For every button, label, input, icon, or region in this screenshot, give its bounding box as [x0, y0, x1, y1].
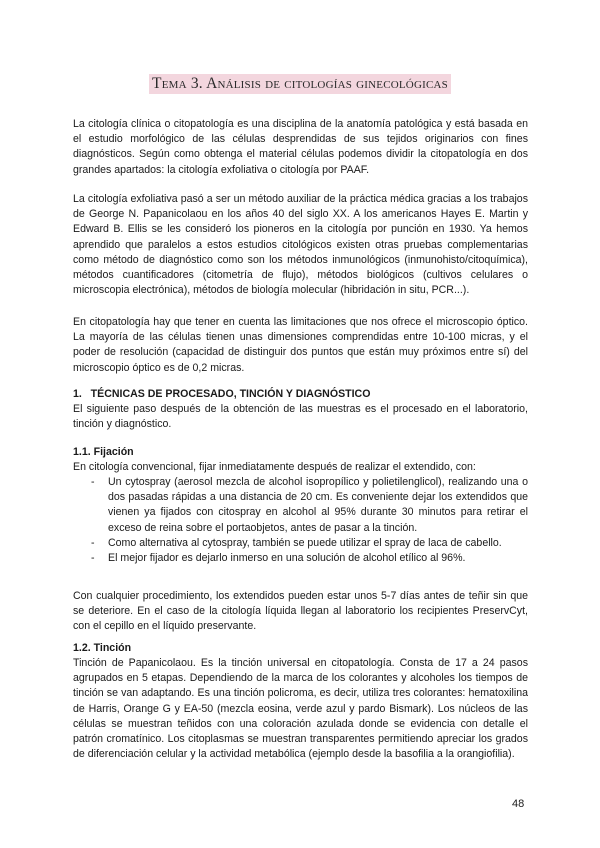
intro-paragraph-2: La citología exfoliativa pasó a ser un método auxiliar de la práctica médica gracias a los trabajos de George N. Papanicolaou en los años 40 del siglo XX. A los americanos Hayes E. Martin y Edward B. Ellis se les consideró los pioneros en la citología por punción en 1930. Ya hemos aprendido que paralelos a estos estudios citológicos existen otras pruebas complementarias como método de diagnóstico como son los métodos inmunológicos (inmunohisto/citoquímica), métodos cuantificadores (citometría de flujo), métodos biológicos (cultivos celulares o microscopia electrónica), métodos de biología molecular (hibridación in situ, PCR...).	[73, 193, 528, 297]
section-1-1-closing: Con cualquier procedimiento, los extendidos pueden estar unos 5-7 días antes de teñir sin que se deteriore. En el caso de la citología líquida llegan al laboratorio los recipientes PreservCyt, con el cepillo en el líquido preservante.	[73, 590, 528, 633]
section-1-heading: 1. TÉCNICAS DE PROCESADO, TINCIÓN Y DIAGNÓSTICO	[73, 388, 371, 400]
page-title: Tema 3. Análisis de citologías ginecológicas	[149, 74, 451, 94]
fixation-list	[73, 475, 528, 566]
section-1-1-heading: 1.1. Fijación	[73, 446, 134, 458]
list-item: - El mejor fijador es dejarlo inmerso en una solución de alcohol etílico al 96%.	[73, 551, 528, 566]
section-1-2-heading: 1.2. Tinción	[73, 642, 132, 654]
section-1-2-text: Tinción de Papanicolaou. Es la tinción universal en citopatología. Consta de 17 a 24 pasos agrupados en 5 etapas. Dependiendo de la marca de los colorantes y alcoholes los tiempos de tinción se van adaptando. Es una tinción policroma, es decir, utiliza tres colorantes: hematoxilina de Harris, Orange G y EA-50 (mezcla eosina, verde azul y pardo Bismark). Los núcleos de las células se muestran teñidos con una coloración azulada donde se evidencia con detalle el patrón cromatínico. Los citoplasmas se muestran transparentes permitiendo apreciar los grados de diferenciación celular y la actividad metabólica (ejemplo desde la basofilia a la orangiofilia).	[73, 657, 528, 761]
section-1-1-lead: En citología convencional, fijar inmediatamente después de realizar el extendido, con:	[73, 461, 476, 473]
section-1-text: El siguiente paso después de la obtención de las muestras es el procesado en el laboratorio, tinción y diagnóstico.	[73, 403, 528, 431]
page-number: 48	[512, 798, 525, 810]
intro-paragraph-3: En citopatología hay que tener en cuenta las limitaciones que nos ofrece el microscopio óptico. La mayoría de las células tienen unas dimensiones comprendidas entre 10-100 micras, y el poder de resolución (capacidad de distinguir dos puntos que están muy próximos entre sí) del microscopio óptico es de 0,2 micras.	[73, 316, 528, 374]
intro-paragraph-1: La citología clínica o citopatología es una disciplina de la anatomía patológica y está basada en el estudio morfológico de las células desprendidas de sus tejidos originarios con fines diagnósticos. Según como obtenga el material células podemos dividir la citopatología en dos grandes apartados: la citología exfoliativa o citología por PAAF.	[73, 118, 528, 176]
title-container	[0, 74, 600, 94]
list-item: - Un cytospray (aerosol mezcla de alcohol isopropílico y polietilenglicol), realizando una o dos pasadas rápidas a una distancia de 20 cm. Es conveniente dejar los extendidos que vienen ya fijados con citospray en alcohol al 95% durante 30 minutos para retirar el exceso de reina sobre el portaobjetos, antes de pasar a la tinción.	[73, 475, 528, 536]
list-item: - Como alternativa al cytospray, también se puede utilizar el spray de laca de cabello.	[73, 536, 528, 551]
